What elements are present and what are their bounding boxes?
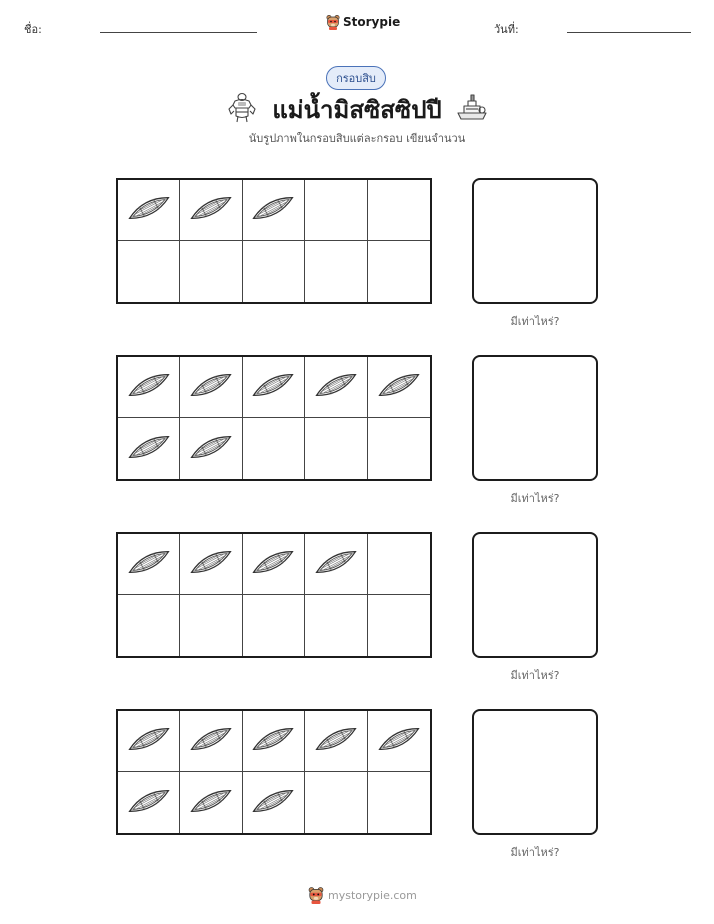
canoe-icon <box>186 544 236 584</box>
bear-mascot-icon <box>308 886 324 904</box>
worksheet-title: แม่น้ำมิสซิสซิปปี <box>272 96 442 124</box>
ten-frame-cell <box>368 595 430 656</box>
canoe-icon <box>248 544 298 584</box>
topic-badge: กรอบสิบ <box>326 66 386 90</box>
bear-mascot-icon <box>326 14 340 30</box>
ten-frame-cell <box>368 534 430 595</box>
answer-box[interactable] <box>472 178 598 304</box>
answer-box[interactable] <box>472 709 598 835</box>
ten-frame-cell <box>243 418 305 479</box>
ten-frame-cell <box>243 357 305 418</box>
date-line[interactable] <box>567 32 691 33</box>
date-label: วันที่: <box>494 23 519 36</box>
answer-box[interactable] <box>472 355 598 481</box>
footer <box>308 884 417 906</box>
ten-frame-cell <box>243 180 305 241</box>
canoe-icon <box>186 783 236 823</box>
question-label: มีเท่าไหร่? <box>510 315 560 328</box>
canoe-icon <box>186 721 236 761</box>
steamboat-icon <box>456 94 488 122</box>
ten-frame-cell <box>180 241 242 302</box>
armor-icon <box>226 92 258 124</box>
canoe-icon <box>124 721 174 761</box>
ten-frame-cell <box>243 772 305 833</box>
ten-frame-cell <box>118 711 180 772</box>
ten-frame-cell <box>305 595 367 656</box>
question-label: มีเท่าไหร่? <box>510 492 560 505</box>
ten-frame <box>116 355 432 481</box>
ten-frame-cell <box>368 180 430 241</box>
ten-frame-cell <box>118 772 180 833</box>
canoe-icon <box>124 544 174 584</box>
ten-frame-cell <box>180 357 242 418</box>
canoe-icon <box>124 783 174 823</box>
ten-frame-cell <box>305 711 367 772</box>
canoe-icon <box>186 429 236 469</box>
ten-frame-cell <box>180 180 242 241</box>
canoe-icon <box>248 190 298 230</box>
ten-frame-cell <box>368 241 430 302</box>
ten-frame <box>116 532 432 658</box>
ten-frame-cell <box>180 595 242 656</box>
ten-frame-cell <box>305 534 367 595</box>
canoe-icon <box>124 429 174 469</box>
name-label: ชื่อ: <box>24 23 42 36</box>
brand-name: Storypie <box>343 15 401 29</box>
ten-frame-cell <box>180 711 242 772</box>
canoe-icon <box>374 367 424 407</box>
instructions: นับรูปภาพในกรอบสิบแต่ละกรอบ เขียนจำนวน <box>248 132 466 145</box>
ten-frame-cell <box>305 418 367 479</box>
canoe-icon <box>248 721 298 761</box>
canoe-icon <box>248 367 298 407</box>
ten-frame <box>116 178 432 304</box>
ten-frame-cell <box>118 241 180 302</box>
ten-frame-cell <box>368 418 430 479</box>
ten-frame-cell <box>305 241 367 302</box>
ten-frame-cell <box>368 772 430 833</box>
brand-logo <box>326 12 400 32</box>
canoe-icon <box>186 367 236 407</box>
canoe-icon <box>311 544 361 584</box>
canoe-icon <box>124 190 174 230</box>
ten-frame-cell <box>305 180 367 241</box>
ten-frame-cell <box>243 534 305 595</box>
ten-frame-cell <box>243 711 305 772</box>
canoe-icon <box>248 783 298 823</box>
ten-frame-cell <box>118 534 180 595</box>
ten-frame-cell <box>118 595 180 656</box>
answer-box[interactable] <box>472 532 598 658</box>
canoe-icon <box>311 721 361 761</box>
footer-site: mystorypie.com <box>328 888 417 902</box>
ten-frame-cell <box>118 180 180 241</box>
ten-frame-cell <box>180 772 242 833</box>
ten-frame-cell <box>368 357 430 418</box>
question-label: มีเท่าไหร่? <box>510 669 560 682</box>
ten-frame-cell <box>180 418 242 479</box>
canoe-icon <box>186 190 236 230</box>
canoe-icon <box>124 367 174 407</box>
ten-frame-cell <box>243 241 305 302</box>
ten-frame-cell <box>305 357 367 418</box>
ten-frame-cell <box>243 595 305 656</box>
ten-frame <box>116 709 432 835</box>
ten-frame-cell <box>180 534 242 595</box>
name-line[interactable] <box>100 32 257 33</box>
canoe-icon <box>311 367 361 407</box>
ten-frame-cell <box>305 772 367 833</box>
ten-frame-cell <box>368 711 430 772</box>
question-label: มีเท่าไหร่? <box>510 846 560 859</box>
canoe-icon <box>374 721 424 761</box>
ten-frame-cell <box>118 418 180 479</box>
ten-frame-cell <box>118 357 180 418</box>
